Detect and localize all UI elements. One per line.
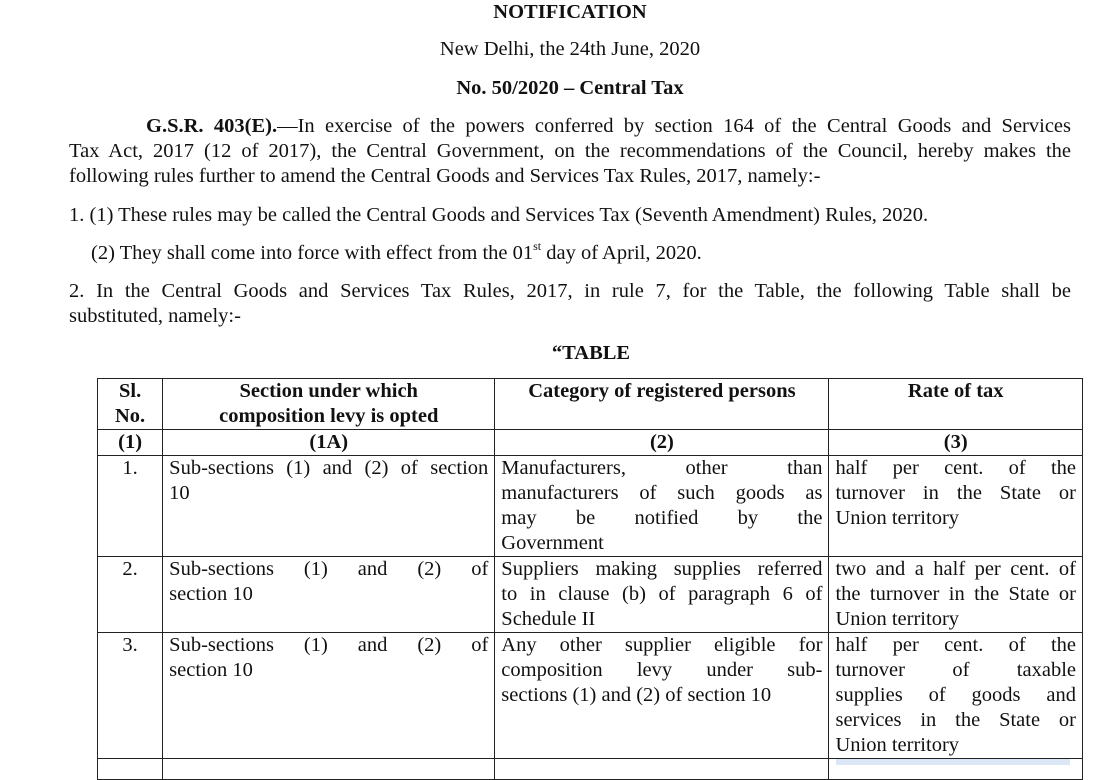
row-2-rate-line: two and a half per cent. of: [835, 558, 1076, 580]
row-3-rate-line: Union territory: [835, 734, 960, 756]
row-3-rate: [829, 633, 1083, 759]
row-2-rate-line: the turnover in the State or: [835, 583, 1076, 605]
row-1-section-line: 10: [169, 482, 190, 504]
row-2-category-line: Schedule II: [501, 608, 596, 630]
rates-table: [97, 378, 1083, 780]
header-section-line-1: Section under which: [239, 380, 418, 402]
row-1-section-line: Sub-sections (1) and (2) of section: [169, 457, 489, 479]
row-1-category-line: may be notified by the: [501, 507, 823, 529]
header-sl-line-1: Sl.: [118, 380, 142, 402]
rule-1-2-sup: st: [533, 239, 542, 253]
row-2-category-line: to in clause (b) of paragraph 6 of: [501, 583, 823, 605]
column-number-2: (2): [495, 430, 829, 456]
row-1-rate: [829, 456, 1083, 557]
row-2-category-line: Suppliers making supplies referred: [501, 558, 823, 580]
preamble-line-3: following rules further to amend the Central Goods and Services Tax Rules, 2017, namely:-: [69, 165, 821, 187]
row-3-category-line: sections (1) and (2) of section 10: [501, 684, 772, 706]
row-2-section: [163, 557, 495, 633]
row-1-section: [163, 456, 495, 557]
header-rate: Rate of tax: [829, 379, 1083, 430]
row-1-rate-line: turnover in the State or: [835, 482, 1076, 504]
table-row: [98, 633, 1083, 759]
table-row: [98, 557, 1083, 633]
row-3-rate-line: supplies of goods and: [835, 684, 1076, 706]
rule-1-2: [91, 241, 702, 266]
column-number-1: (1): [98, 430, 163, 456]
row-1-sl: 1.: [98, 456, 163, 557]
row-3-category-line: composition levy under sub-: [501, 659, 823, 681]
row-1-category-line: Manufacturers, other than: [501, 457, 823, 479]
row-2-section-line: section 10: [169, 583, 253, 605]
row-3-sl: 3.: [98, 633, 163, 759]
row-3-rate-line: half per cent. of the: [835, 634, 1076, 656]
header-section-line-2: composition levy is opted: [219, 405, 439, 427]
preamble-line-1: —In exercise of the powers conferred by section 164 of the Central Goods and Services: [277, 115, 1071, 137]
row-4-section: [163, 759, 495, 780]
gsr-reference: G.S.R. 403(E).: [146, 115, 278, 137]
rule-1-1: 1. (1) These rules may be called the Central Goods and Services Tax (Seventh Amendment) Rules, 2020.: [69, 204, 929, 226]
row-1-rate-line: half per cent. of the: [835, 457, 1076, 479]
column-number-1a: (1A): [163, 430, 495, 456]
text-selection-highlight: [836, 759, 1070, 765]
rule-2-line-2: substituted, namely:-: [69, 305, 241, 327]
row-1-category-line: Government: [501, 532, 604, 554]
row-3-category: [495, 633, 829, 759]
table-row: [98, 456, 1083, 557]
notification-heading: NOTIFICATION: [493, 1, 647, 23]
header-sl-line-2: No.: [114, 405, 146, 427]
notification-number: No. 50/2020 – Central Tax: [456, 77, 684, 99]
header-section: [163, 379, 495, 430]
row-3-section-line: section 10: [169, 659, 253, 681]
column-number-3: (3): [829, 430, 1083, 456]
row-2-sl: 2.: [98, 557, 163, 633]
row-3-section-line: Sub-sections (1) and (2) of: [169, 634, 489, 656]
preamble-paragraph: [69, 114, 1071, 189]
row-3-rate-line: services in the State or: [835, 709, 1076, 731]
row-3-rate-line: turnover of taxable: [835, 659, 1076, 681]
row-2-category: [495, 557, 829, 633]
rule-1-2-text: (2) They shall come into force with effect from the 01: [91, 242, 534, 264]
table-header-row: [98, 379, 1083, 430]
column-number-row: [98, 430, 1083, 456]
row-4-category: [495, 759, 829, 780]
rule-1-2-text-end: day of April, 2020.: [541, 242, 702, 264]
header-sl-no: [98, 379, 163, 430]
row-2-rate-line: Union territory: [835, 608, 960, 630]
header-category: Category of registered persons: [495, 379, 829, 430]
preamble-line-2: Tax Act, 2017 (12 of 2017), the Central Government, on the recommendations of the Council, hereby makes the: [69, 140, 1071, 162]
row-2-rate: [829, 557, 1083, 633]
row-3-section: [163, 633, 495, 759]
row-1-rate-line: Union territory: [835, 507, 960, 529]
rule-2-line-1: 2. In the Central Goods and Services Tax Rules, 2017, in rule 7, for the Table, the following Table shall be: [69, 280, 1071, 302]
table-title: “TABLE: [551, 342, 631, 364]
row-1-category-line: manufacturers of such goods as: [501, 482, 823, 504]
place-date: New Delhi, the 24th June, 2020: [439, 38, 701, 60]
row-2-section-line: Sub-sections (1) and (2) of: [169, 558, 489, 580]
row-1-category: [495, 456, 829, 557]
row-4-sl: [98, 759, 163, 780]
row-3-category-line: Any other supplier eligible for: [501, 634, 823, 656]
rule-2-paragraph: [69, 279, 1071, 329]
